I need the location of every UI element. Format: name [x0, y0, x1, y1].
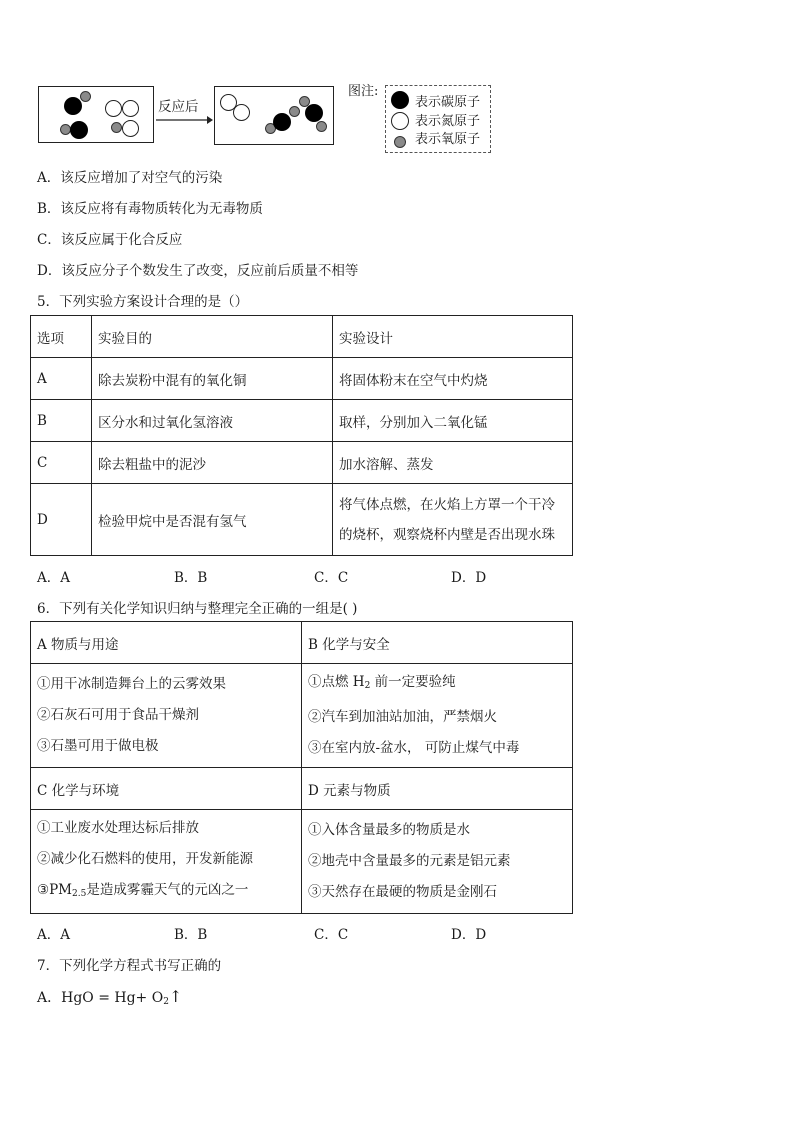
oxygen-atom [80, 91, 91, 102]
q5-choice-d[interactable]: D．D [451, 570, 487, 586]
q6-a-item2: ②石灰石可用于食品干燥剂 [37, 707, 199, 723]
q6-c-title: C 化学与环境 [31, 768, 302, 810]
q5-row-b-option: B [31, 400, 92, 442]
q6-b-item1: ①点燃 $H_2$ 前一定要验纯 [308, 674, 456, 691]
q4-option-a: A．该反应增加了对空气的污染 [37, 170, 223, 186]
q6-a-item3: ③石墨可用于做电极 [37, 738, 159, 754]
q6-table [30, 621, 573, 914]
legend-carbon-label: 表示碳原子 [415, 95, 481, 110]
q6-c-item2: ②减少化石燃料的使用，开发新能源 [37, 851, 253, 867]
q4-option-c: C．该反应属于化合反应 [37, 232, 183, 248]
q6-choice-c[interactable]: C．C [314, 927, 349, 943]
q5-choice-b[interactable]: B．B [174, 570, 208, 586]
q6-c-item1: ①工业废水处理达标后排放 [37, 820, 199, 836]
oxygen-atom [316, 121, 327, 132]
q5-row-b-design: 取样，分别加入二氧化锰 [333, 400, 573, 442]
q5-choice-a[interactable]: A．A [37, 570, 70, 586]
legend-title: 图注: [348, 84, 379, 99]
q6-d-item2: ②地壳中含量最多的元素是铝元素 [308, 853, 511, 869]
after-reaction-box [214, 86, 334, 145]
q6-a-items [31, 664, 302, 768]
oxygen-atom [289, 106, 300, 117]
q6-a-title: A 物质与用途 [31, 622, 302, 664]
q6-choices [37, 923, 537, 941]
q5-choice-c[interactable]: C．C [314, 570, 349, 586]
oxygen-atom [111, 122, 122, 133]
q6-c-items [31, 810, 302, 914]
q7-option-a: A．HgO = $Hg+ O_2↑$ [37, 987, 183, 1007]
q6-b-items [302, 664, 573, 768]
legend-nitrogen-label: 表示氮原子 [415, 114, 481, 129]
q5-row-d-option: D [31, 484, 92, 556]
q4-option-b: B．该反应将有毒物质转化为无毒物质 [37, 201, 263, 217]
arrow-label: 反应后 [158, 99, 199, 115]
q5-row-d-design [333, 484, 573, 556]
q5-header-purpose: 实验目的 [92, 316, 333, 358]
nitrogen-atom [233, 104, 250, 121]
nitrogen-atom [122, 120, 139, 137]
q6-question: 6．下列有关化学知识归纳与整理完全正确的一组是( ) [37, 601, 358, 617]
q5-question: 5．下列实验方案设计合理的是（） [37, 294, 249, 310]
q5-row-a-purpose: 除去炭粉中混有的氧化铜 [92, 358, 333, 400]
oxygen-legend-icon [394, 136, 406, 148]
q5-row-c-purpose: 除去粗盐中的泥沙 [92, 442, 333, 484]
q6-b-item3: ③在室内放-盆水， 可防止煤气中毒 [308, 740, 520, 756]
q5-row-b-purpose: 区分水和过氧化氢溶液 [92, 400, 333, 442]
q5-row-d-design-line1: 将气体点燃，在火焰上方罩一个干冷 [339, 496, 555, 513]
q6-choice-a[interactable]: A．A [37, 927, 70, 943]
q6-a-item1: ①用干冰制造舞台上的云雾效果 [37, 676, 226, 692]
q5-table [30, 315, 573, 556]
q4-option-d: D．该反应分子个数发生了改变，反应前后质量不相等 [37, 263, 359, 279]
carbon-legend-icon [391, 91, 409, 109]
nitrogen-legend-icon [391, 112, 409, 130]
q6-d-title: D 元素与物质 [302, 768, 573, 810]
carbon-atom [305, 104, 323, 122]
q5-header-design: 实验设计 [333, 316, 573, 358]
q6-d-item1: ①入体含量最多的物质是水 [308, 822, 470, 838]
before-reaction-box [38, 86, 154, 143]
carbon-atom [64, 97, 82, 115]
table-row [31, 442, 573, 484]
carbon-atom [70, 121, 88, 139]
legend-box [385, 85, 491, 153]
table-row [31, 358, 573, 400]
q5-header-option: 选项 [31, 316, 92, 358]
reaction-arrow-icon [155, 114, 213, 126]
q5-row-a-design: 将固体粉末在空气中灼烧 [333, 358, 573, 400]
q7-question: 7．下列化学方程式书写正确的 [37, 958, 222, 974]
table-row [31, 484, 573, 556]
q6-b-item2: ②汽车到加油站加油，严禁烟火 [308, 709, 497, 725]
table-row [31, 400, 573, 442]
legend-oxygen-label: 表示氧原子 [415, 132, 481, 147]
q5-choices [37, 566, 537, 584]
q5-row-d-design-line2: 的烧杯，观察烧杯内壁是否出现水珠 [339, 526, 555, 543]
q5-row-d-purpose: 检验甲烷中是否混有氢气 [92, 484, 333, 556]
q6-choice-b[interactable]: B．B [174, 927, 208, 943]
q5-row-c-design: 加水溶解、蒸发 [333, 442, 573, 484]
q6-b-title: B 化学与安全 [302, 622, 573, 664]
q6-c-item3: $③PM_{2.5}$是造成雾霾天气的元凶之一 [37, 882, 249, 899]
nitrogen-atom [122, 100, 139, 117]
q6-choice-d[interactable]: D．D [451, 927, 487, 943]
carbon-atom [273, 113, 291, 131]
nitrogen-atom [105, 100, 122, 117]
q6-d-item3: ③天然存在最硬的物质是金刚石 [308, 884, 497, 900]
q5-row-c-option: C [31, 442, 92, 484]
q5-row-a-option: A [31, 358, 92, 400]
q6-d-items [302, 810, 573, 914]
